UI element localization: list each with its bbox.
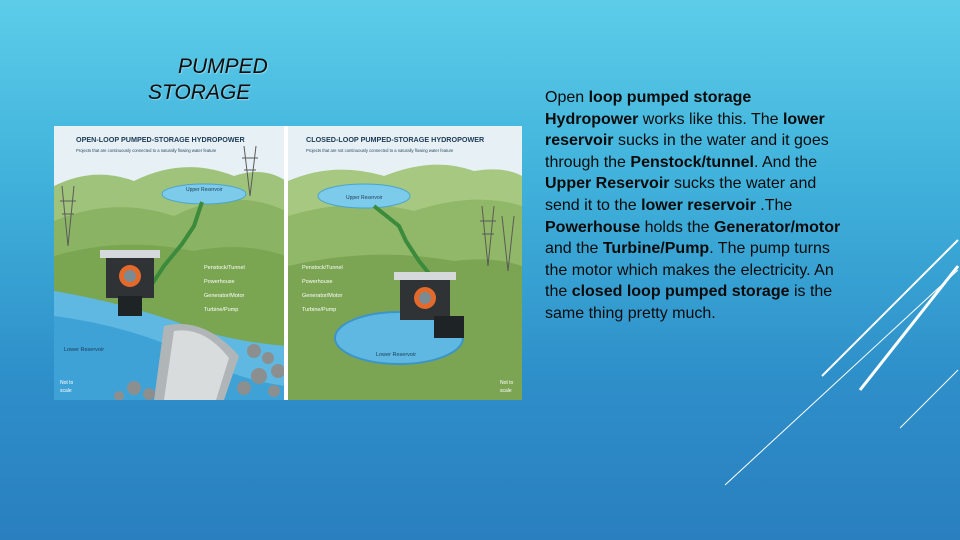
- deco-line-2: [860, 266, 958, 390]
- body-text-run: and the: [545, 240, 603, 258]
- open-lower-reservoir-label: Lower Reservoir: [64, 347, 105, 353]
- closed-label-turbine: Turbine/Pump: [302, 307, 337, 313]
- body-bold-term: lower reservoir: [545, 110, 825, 150]
- body-bold-term: Turbine/Pump: [602, 240, 710, 258]
- open-label-powerhouse: Powerhouse: [204, 279, 235, 285]
- body-bold-term: closed loop pumped storage: [571, 283, 790, 301]
- deco-line-1: [822, 240, 958, 376]
- pumped-storage-diagram: [54, 126, 522, 400]
- body-text-run: is the same thing pretty much.: [545, 283, 833, 322]
- closed-label-powerhouse: Powerhouse: [302, 279, 333, 285]
- body-text-run: sucks the water and send it to the: [545, 175, 817, 214]
- open-loop-heading: OPEN-LOOP PUMPED-STORAGE HYDROPOWER: [76, 135, 245, 144]
- open-scale-note-1: Not to: [60, 380, 74, 386]
- body-text-run: Open: [545, 89, 589, 106]
- body-text-run: holds the: [640, 218, 714, 236]
- open-label-generator: Generator/Motor: [204, 293, 245, 299]
- title-line-2: STORAGE: [148, 81, 251, 104]
- body-bold-term: lower reservoir: [641, 196, 756, 214]
- closed-loop-subheading: Projects that are not continuously connected to a naturally flowing water feature: [306, 148, 454, 153]
- open-label-penstock: Penstock/Tunnel: [204, 265, 245, 271]
- open-loop-subheading: Projects that are continuously connected to a naturally flowing water feature: [76, 148, 217, 153]
- body-text-run: .The: [755, 196, 793, 214]
- body-bold-term: Generator/motor: [713, 218, 841, 236]
- closed-scale-note-2: scale: [500, 388, 512, 394]
- closed-loop-heading: CLOSED-LOOP PUMPED-STORAGE HYDROPOWER: [306, 135, 485, 144]
- closed-loop-panel: [288, 126, 522, 400]
- closed-label-penstock: Penstock/Tunnel: [302, 265, 343, 271]
- open-label-turbine: Turbine/Pump: [204, 307, 239, 313]
- body-text-run: . And the: [753, 153, 818, 171]
- body-bold-term: Powerhouse: [545, 218, 641, 236]
- closed-scale-note-1: Not to: [500, 380, 514, 386]
- deco-line-4: [900, 370, 958, 428]
- body-bold-term: Penstock/tunnel: [630, 153, 754, 171]
- open-loop-panel: [54, 126, 288, 400]
- title-line-1: PUMPED: [178, 55, 268, 78]
- body-text-run: . The pump turns the motor which makes the electricity. An the: [545, 240, 834, 301]
- decorative-lines: [700, 200, 960, 540]
- open-scale-note-2: scale: [60, 388, 72, 394]
- body-text-run: sucks in the water and it goes through the: [545, 132, 829, 171]
- body-text-run: works like this. The: [638, 110, 783, 128]
- deco-line-3: [725, 270, 958, 485]
- closed-lower-reservoir-label: Lower Reservoir: [376, 352, 417, 358]
- closed-upper-reservoir-label: Upper Reservoir: [346, 195, 383, 201]
- body-bold-term: loop pumped storage Hydropower: [545, 89, 752, 128]
- body-bold-term: Upper Reservoir: [545, 175, 670, 193]
- closed-label-generator: Generator/Motor: [302, 293, 343, 299]
- slide-title: [148, 54, 308, 106]
- open-upper-reservoir-label: Upper Reservoir: [186, 187, 223, 193]
